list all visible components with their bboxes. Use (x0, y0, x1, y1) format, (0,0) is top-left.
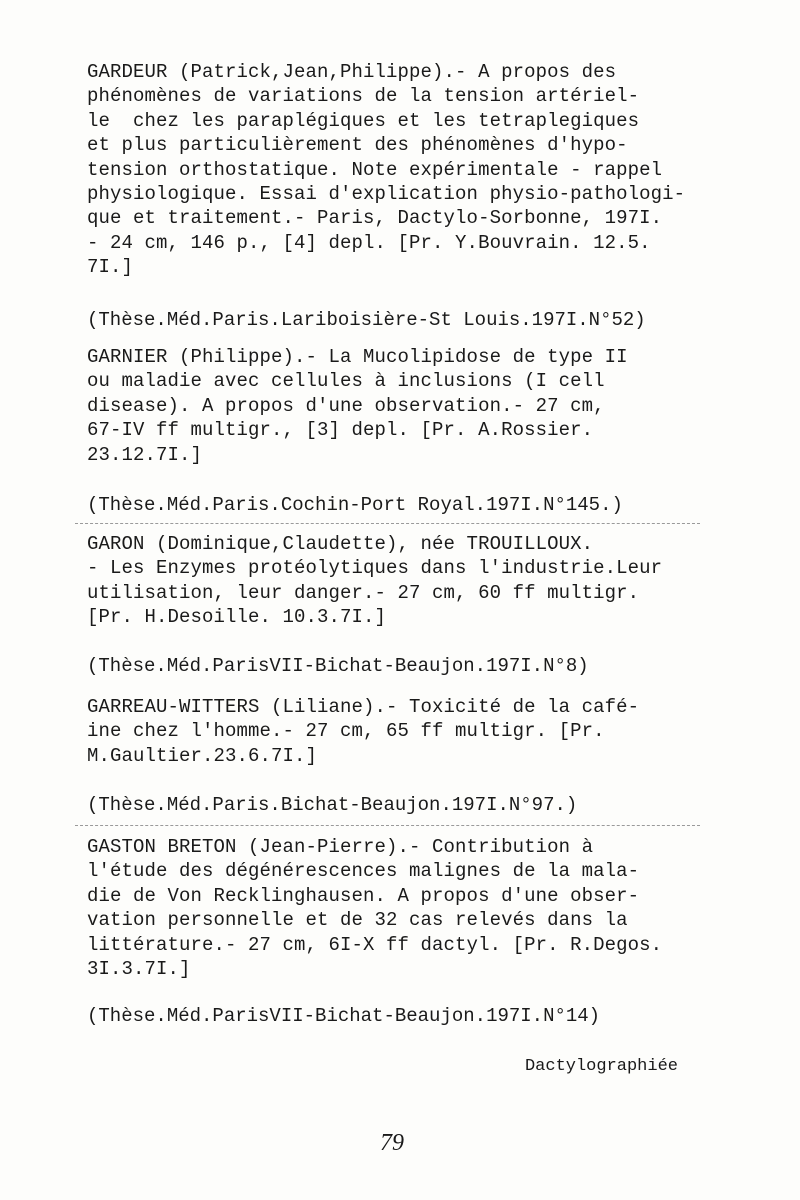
entry-line: disease). A propos d'une observation.- 27 cm, (87, 394, 605, 417)
entry-line: 3I.3.7I.] (87, 958, 191, 981)
bibliography-entry-garnier (87, 345, 727, 467)
bibliography-entry-gaston-breton (87, 835, 727, 981)
entry-line: phénomènes de variations de la tension artériel- (87, 85, 640, 108)
entry-line: 7I.] (87, 256, 134, 279)
bibliography-entry-garreau-witters (87, 695, 727, 768)
entry-line: [Pr. H.Desoille. 10.3.7I.] (87, 606, 387, 629)
entry-line: que et traitement.- Paris, Dactylo-Sorbonne, 197I. (87, 207, 663, 230)
entry-line: GASTON BRETON (Jean-Pierre).- Contribution à (87, 836, 594, 858)
thesis-reference: (Thèse.Méd.ParisVII-Bichat-Beaujon.197I.N°8) (87, 655, 589, 677)
entry-line: - 24 cm, 146 p., [4] depl. [Pr. Y.Bouvrain. 12.5. (87, 231, 651, 254)
entry-line: GARNIER (Philippe).- La Mucolipidose de type II (87, 346, 628, 368)
divider (75, 825, 700, 826)
entry-line: 23.12.7I.] (87, 443, 203, 466)
entry-line: GARON (Dominique,Claudette), née TROUILLOUX. (87, 533, 594, 555)
thesis-reference: (Thèse.Méd.Paris.Cochin-Port Royal.197I.N°145.) (87, 494, 623, 516)
entry-line: le chez les paraplégiques et les tetraplegiques (87, 109, 640, 132)
entry-line: M.Gaultier.23.6.7I.] (87, 744, 318, 767)
entry-line: l'étude des dégénérescences malignes de la mala- (87, 860, 640, 883)
entry-line: et plus particulièrement des phénomènes d'hypo- (87, 134, 628, 157)
entry-line: - Les Enzymes protéolytiques dans l'industrie.Leur (87, 557, 663, 580)
entry-line: tension orthostatique. Note expérimentale - rappel (87, 158, 663, 181)
entry-line: ine chez l'homme.- 27 cm, 65 ff multigr. [Pr. (87, 720, 605, 743)
divider (75, 523, 700, 524)
bibliography-entry-garon (87, 532, 727, 630)
thesis-reference: (Thèse.Méd.Paris.Lariboisière-St Louis.197I.N°52) (87, 309, 646, 331)
entry-line: die de Von Recklinghausen. A propos d'une obser- (87, 884, 640, 907)
entry-line: GARDEUR (Patrick,Jean,Philippe).- A propos des (87, 61, 617, 83)
entry-line: vation personnelle et de 32 cas relevés dans la (87, 909, 628, 932)
entry-line: ou maladie avec cellules à inclusions (I cell (87, 370, 605, 393)
thesis-reference: (Thèse.Méd.Paris.Bichat-Beaujon.197I.N°97.) (87, 794, 578, 816)
page-number: 79 (380, 1130, 404, 1156)
entry-line: GARREAU-WITTERS (Liliane).- Toxicité de la café- (87, 696, 640, 718)
entry-line: utilisation, leur danger.- 27 cm, 60 ff multigr. (87, 581, 640, 604)
entry-line: littérature.- 27 cm, 6I-X ff dactyl. [Pr. R.Degos. (87, 933, 663, 956)
bibliography-entry-gardeur (87, 60, 727, 280)
thesis-reference: (Thèse.Méd.ParisVII-Bichat-Beaujon.197I.N°14) (87, 1005, 601, 1027)
typing-note: Dactylographiée (524, 1057, 678, 1076)
entry-line: physiologique. Essai d'explication physio-pathologi- (87, 183, 686, 206)
entry-line: 67-IV ff multigr., [3] depl. [Pr. A.Rossier. (87, 419, 594, 442)
